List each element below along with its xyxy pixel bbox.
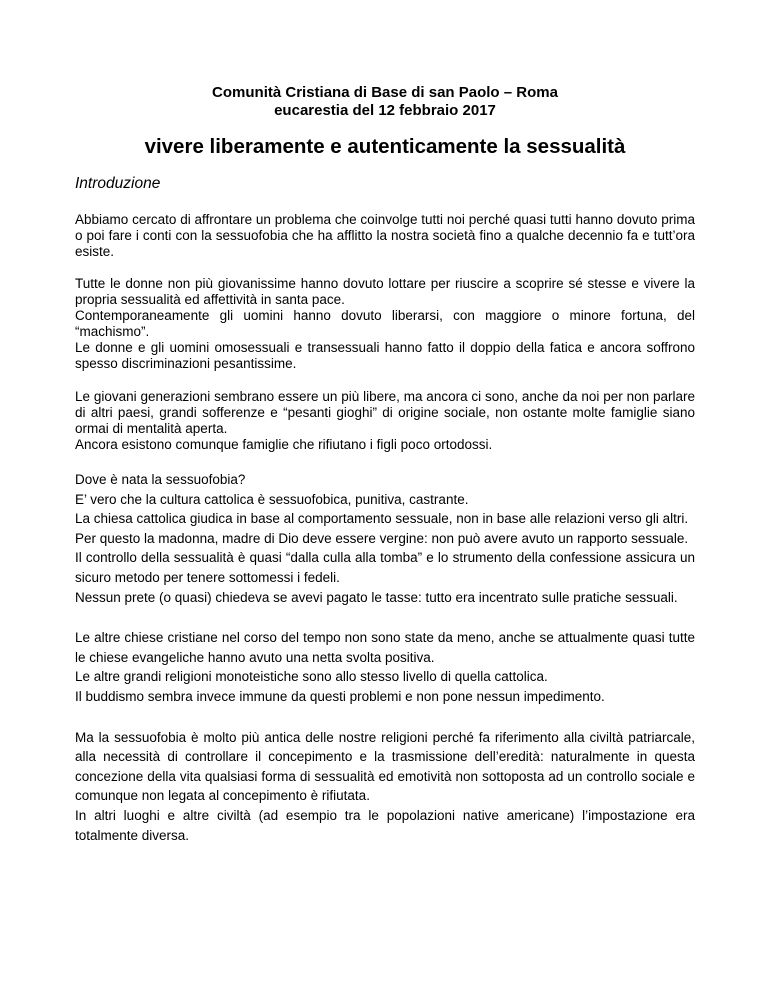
paragraph-line: Le altre chiese cristiane nel corso del tempo non sono state da meno, anche se attualmente quasi tutte le chiese evangeliche hanno avuto una netta svolta positiva. [75,630,695,665]
paragraph-line: Le giovani generazioni sembrano essere un più libere, ma ancora ci sono, anche da noi per non parlare di altri paesi, grandi sofferenze e “pesanti gioghi” di origine sociale, non ostante molte famiglie siano ormai di mentalità aperta. [75,389,695,436]
section-heading: Introduzione [75,175,161,192]
paragraph-line: In altri luoghi e altre civiltà (ad esempio tra le popolazioni native americane) l’impostazione era totalmente diversa. [75,807,695,843]
paragraph-line: Le altre grandi religioni monoteistiche sono allo stesso livello di quella cattolica. [75,669,548,685]
paragraph-line: Dove è nata la sessuofobia? [75,472,246,487]
paragraph-line: Tutte le donne non più giovanissime hanno dovuto lottare per riuscire a scoprire sé stesse e vivere la propria sessualità ed affettività in santa pace. [75,276,695,307]
paragraph-line: E’ vero che la cultura cattolica è sessuofobica, punitiva, castrante. [75,491,469,507]
community-name: Comunità Cristiana di Base di san Paolo – Roma [212,84,558,101]
paragraph-6 [75,728,695,846]
paragraph-line: La chiesa cattolica giudica in base al comportamento sessuale, non in base alle relazioni verso gli altri. [75,511,689,527]
paragraph-5 [75,628,695,706]
paragraph-line: Ancora esistono comunque famiglie che rifiutano i figli poco ortodossi. [75,437,493,452]
paragraph-4 [75,470,695,607]
paragraph-3 [75,389,695,453]
paragraph-line: Il controllo della sessualità è quasi “dalla culla alla tomba” e lo strumento della confessione assicura un sicuro metodo per tenere sottomessi i fedeli. [75,550,695,585]
paragraph-line: Nessun prete (o quasi) chiedeva se avevi pagato le tasse: tutto era incentrato sulle pratiche sessuali. [75,589,678,605]
document-title: vivere liberamente e autenticamente la sessualità [144,135,626,158]
paragraph-line: Le donne e gli uomini omosessuali e transessuali hanno fatto il doppio della fatica e ancora soffrono spesso discriminazioni pesantissime. [75,340,695,371]
paragraph-line: Contemporaneamente gli uomini hanno dovuto liberarsi, con maggiore o minore fortuna, del “machismo”. [75,308,695,339]
paragraph-line: Abbiamo cercato di affrontare un problema che coinvolge tutti noi perché quasi tutti hanno dovuto prima o poi fare i conti con la sessuofobia che ha afflitto la nostra società fino a qualche decennio fa e tutt’ora esiste. [75,212,695,259]
event-date: eucarestia del 12 febbraio 2017 [274,102,496,119]
paragraph-line: Il buddismo sembra invece immune da questi problemi e non pone nessun impedimento. [75,688,605,704]
paragraph-line: Ma la sessuofobia è molto più antica delle nostre religioni perché fa riferimento alla civiltà patriarcale, alla necessità di controllare il concepimento e la trasmissione dell’eredità: naturalmente in questa concezione della vita qualsiasi forma di sessualità ed emotività non sottoposta ad un controllo sociale e comunque non legata al concepimento è rifiutata. [75,729,695,804]
document-page [75,84,695,845]
paragraph-2 [75,276,695,372]
document-header [75,84,695,120]
paragraph-line: Per questo la madonna, madre di Dio deve essere vergine: non può avere avuto un rapporto sessuale. [75,530,689,546]
paragraph-1 [75,212,695,260]
